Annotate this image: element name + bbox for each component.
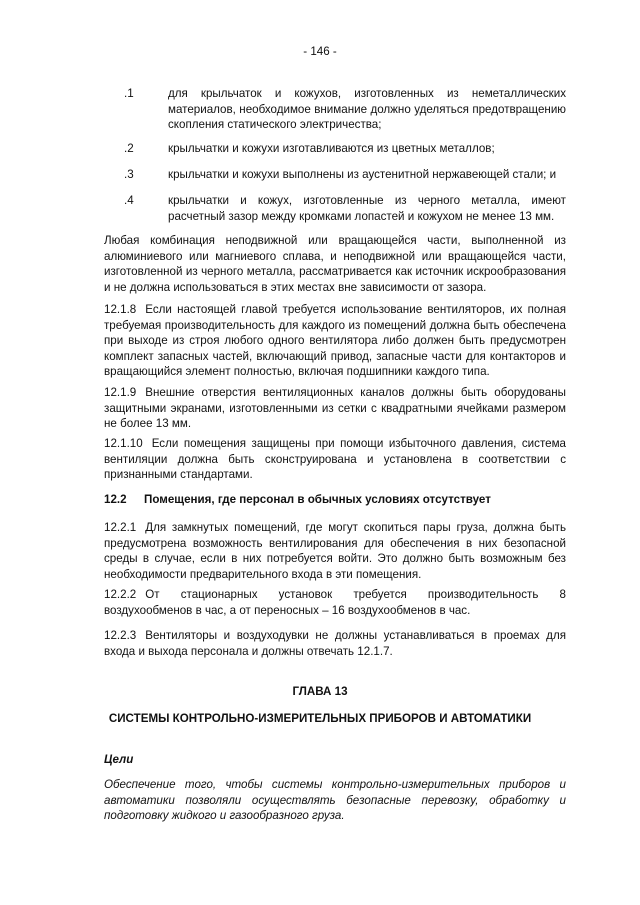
list-item-number: .1 — [124, 87, 134, 100]
paragraph-number: 12.1.10 — [104, 437, 143, 450]
paragraph-text: Внешние отверстия вентиляционных каналов должны быть оборудованы защитными экранами, изготовленными из сетки с квадратными ячейками размером не более 13 мм. — [104, 386, 566, 431]
list-item-text: крыльчатки и кожухи изготавливаются из цветных металлов; — [168, 142, 495, 155]
paragraph-text: Если настоящей главой требуется использование вентиляторов, их полная требуемая производительность для каждого из помещений должна быть обеспечена при выходе из строя любого одного вентилятора либо должен быть предусмотрен комплект запасных частей, включающий привод, запасные части для контакторов и вращающийся элемент полностью, включая подшипники каждого типа. — [104, 303, 566, 379]
paragraph-12-2-3 — [104, 628, 566, 659]
page-number: - 146 - — [303, 45, 337, 58]
paragraph-text: Если помещения защищены при помощи избыточного давления, система вентиляции должна быть сконструирована и установлена в соответствии с признанными стандартами. — [104, 437, 566, 482]
section-heading — [104, 492, 566, 508]
list-item — [104, 141, 566, 157]
combination-paragraph: Любая комбинация неподвижной или вращающейся части, выполненной из алюминиевого или магниевого сплава, и неподвижной или вращающейся части, изготовленной из черного металла, рассматривается как источник искрообразования и не должна использоваться в этих местах вне зависимости от зазора. — [104, 234, 566, 294]
list-item-number: .3 — [124, 168, 134, 181]
paragraph-text: Вентиляторы и воздуходувки не должны устанавливаться в проемах для входа и выхода персонала и должны отвечать 12.1.7. — [104, 629, 566, 658]
paragraph-12-2-1 — [104, 520, 566, 582]
section-number: 12.2 — [104, 493, 127, 506]
paragraph-12-2-2 — [104, 587, 566, 618]
paragraph-number: 12.2.1 — [104, 521, 137, 534]
goals-heading: Цели — [104, 753, 134, 766]
chapter-title: СИСТЕМЫ КОНТРОЛЬНО-ИЗМЕРИТЕЛЬНЫХ ПРИБОРОВ И АВТОМАТИКИ — [108, 712, 532, 725]
list-item — [104, 167, 566, 183]
goals-text: Обеспечение того, чтобы системы контрольно-измерительных приборов и автоматики позволяли осуществлять безопасные перевозку, обработку и подготовку жидкого и газообразного груза. — [104, 778, 566, 823]
paragraph-number: 12.2.2 — [104, 588, 137, 601]
paragraph-number: 12.2.3 — [104, 629, 137, 642]
list-item-number: .2 — [124, 142, 134, 155]
list-item — [104, 193, 566, 224]
list-item-text: крыльчатки и кожух, изготовленные из черного металла, имеют расчетный зазор между кромками лопастей и кожухом не менее 13 мм. — [168, 194, 566, 223]
list-item — [104, 86, 566, 133]
paragraph-12-1-10 — [104, 436, 566, 483]
paragraph-number: 12.1.9 — [104, 386, 137, 399]
list-item-text: крыльчатки и кожухи выполнены из аустенитной нержавеющей стали; и — [168, 168, 557, 181]
chapter-label: ГЛАВА 13 — [292, 685, 348, 698]
list-item-text: для крыльчаток и кожухов, изготовленных из неметаллических материалов, необходимое внимание должно уделяться предотвращению скопления статического электричества; — [168, 87, 566, 132]
list-item-number: .4 — [124, 194, 134, 207]
paragraph-12-1-9 — [104, 385, 566, 432]
section-title: Помещения, где персонал в обычных условиях отсутствует — [144, 493, 491, 506]
paragraph-number: 12.1.8 — [104, 303, 137, 316]
paragraph-text: Для замкнутых помещений, где могут скопиться пары груза, должна быть предусмотрена возможность вентилирования для обеспечения в них безопасной среды в случае, если в них потребуется войти. Это должно быть возможным без необходимости предварительного входа в эти помещения. — [104, 521, 566, 581]
paragraph-12-1-8 — [104, 302, 566, 380]
paragraph-text: От стационарных установок требуется производительность 8 воздухообменов в час, а от переносных – 16 воздухообменов в час. — [104, 588, 566, 617]
